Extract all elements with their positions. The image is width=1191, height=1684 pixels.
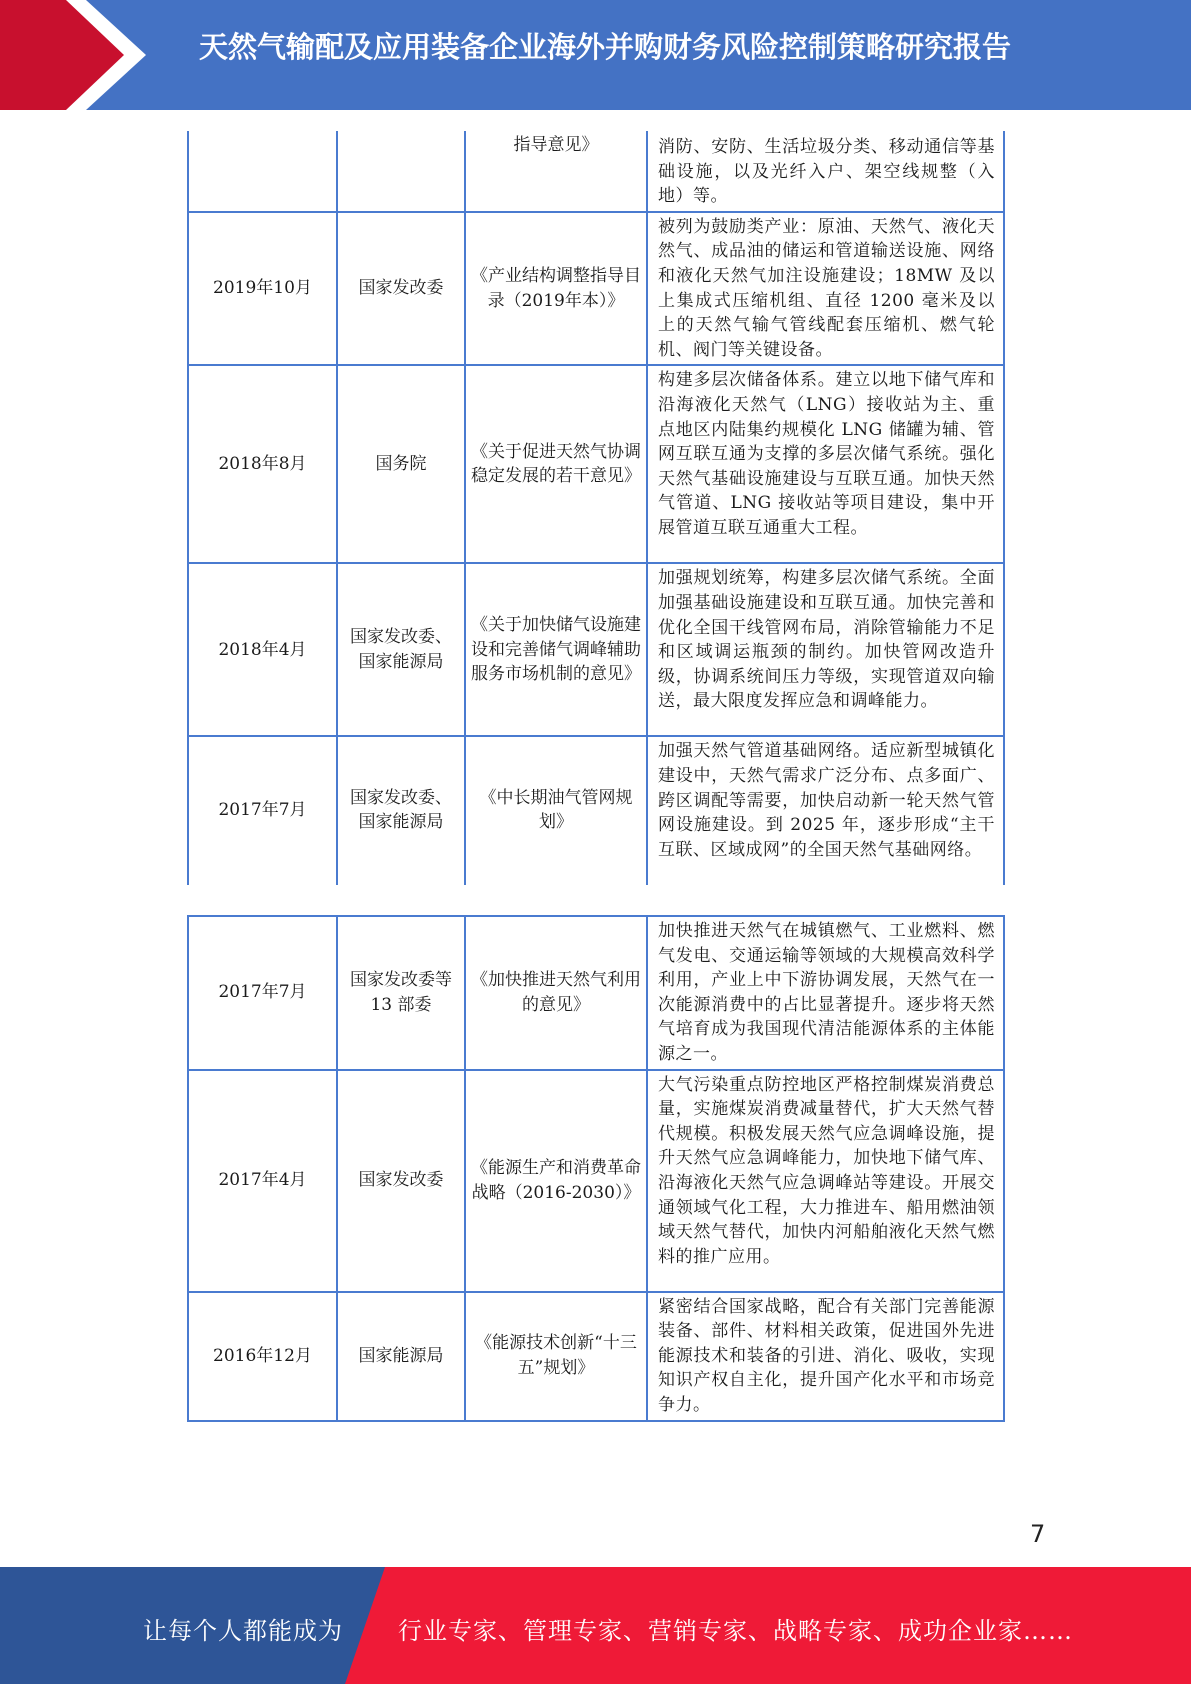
- table-row: [188, 916, 1004, 1070]
- policy-date: 2017年7月: [188, 916, 337, 1070]
- policy-content: 加强天然气管道基础网络。适应新型城镇化建设中，天然气需求广泛分布、点多面广、跨区调配等需要，加快启动新一轮天然气管网设施建设。到 2025 年，逐步形成“主干互联、区域成网”的全国天然气基础网络。: [647, 736, 1004, 884]
- table-row: [188, 212, 1004, 366]
- policy-agency: [337, 132, 465, 212]
- header-arrow-icon: [0, 0, 150, 110]
- policy-document: 《关于加快储气设施建设和完善储气调峰辅助服务市场机制的意见》: [465, 563, 647, 736]
- table-row: [188, 736, 1004, 884]
- policy-table-upper: [187, 131, 1005, 885]
- policy-content: 加强规划统筹，构建多层次储气系统。全面加强基础设施建设和互联互通。加快完善和优化全国干线管网布局，消除管输能力不足和区域调运瓶颈的制约。加快管网改造升级，协调系统间压力等级，实现管道双向输送，最大限度发挥应急和调峰能力。: [647, 563, 1004, 736]
- policy-date: 2017年4月: [188, 1070, 337, 1292]
- footer-slogan-left: 让每个人都能成为: [143, 1617, 343, 1645]
- policy-content: 构建多层次储备体系。建立以地下储气库和沿海液化天然气（LNG）接收站为主、重点地区内陆集约规模化 LNG 储罐为辅、管网互联互通为支撑的多层次储气系统。强化天然气基础设施建设与互联互通。加快天然气管道、LNG 接收站等项目建设，集中开展管道互联互通重大工程。: [647, 365, 1004, 563]
- policy-date: 2019年10月: [188, 212, 337, 366]
- policy-content: 紧密结合国家战略，配合有关部门完善能源装备、部件、材料相关政策，促进国外先进能源技术和装备的引进、消化、吸收，实现知识产权自主化，提升国产化水平和市场竞争力。: [647, 1292, 1004, 1421]
- page-number: 7: [1030, 1520, 1046, 1548]
- report-title: 天然气输配及应用装备企业海外并购财务风险控制策略研究报告: [198, 30, 1011, 64]
- policy-agency: 国家发改委: [337, 212, 465, 366]
- policy-agency: 国务院: [337, 365, 465, 563]
- policy-agency: 国家发改委: [337, 1070, 465, 1292]
- policy-content: 加快推进天然气在城镇燃气、工业燃料、燃气发电、交通运输等领域的大规模高效科学利用，产业上中下游协调发展，天然气在一次能源消费中的占比显著提升。逐步将天然气培育成为我国现代清洁能源体系的主体能源之一。: [647, 916, 1004, 1070]
- table-row: [188, 1070, 1004, 1292]
- table-row: [188, 132, 1004, 212]
- table-row: [188, 365, 1004, 563]
- policy-document: 《能源生产和消费革命战略（2016-2030）》: [465, 1070, 647, 1292]
- policy-document: 《加快推进天然气利用的意见》: [465, 916, 647, 1070]
- page-footer: [0, 1567, 1191, 1684]
- policy-content: 消防、安防、生活垃圾分类、移动通信等基础设施，以及光纤入户、架空线规整（入地）等。: [647, 132, 1004, 212]
- policy-agency: 国家能源局: [337, 1292, 465, 1421]
- policy-document: 指导意见》: [465, 132, 647, 212]
- policy-date: 2018年4月: [188, 563, 337, 736]
- policy-date: 2017年7月: [188, 736, 337, 884]
- policy-agency: 国家发改委、国家能源局: [337, 736, 465, 884]
- policy-document: 《关于促进天然气协调稳定发展的若干意见》: [465, 365, 647, 563]
- policy-table-lower: [187, 915, 1005, 1422]
- policy-document: 《产业结构调整指导目录（2019年本）》: [465, 212, 647, 366]
- policy-date: 2016年12月: [188, 1292, 337, 1421]
- table-row: [188, 563, 1004, 736]
- policy-agency: 国家发改委、国家能源局: [337, 563, 465, 736]
- policy-content: 大气污染重点防控地区严格控制煤炭消费总量，实施煤炭消费减量替代，扩大天然气替代规模。积极发展天然气应急调峰设施，提升天然气应急调峰能力，加快地下储气库、沿海液化天然气应急调峰站等建设。开展交通领域气化工程，大力推进车、船用燃油领域天然气替代，加快内河船舶液化天然气燃料的推广应用。: [647, 1070, 1004, 1292]
- policy-document: 《能源技术创新“十三五”规划》: [465, 1292, 647, 1421]
- footer-slogan-right: 行业专家、管理专家、营销专家、战略专家、成功企业家……: [398, 1617, 1073, 1645]
- table-row: [188, 1292, 1004, 1421]
- policy-agency: 国家发改委等 13 部委: [337, 916, 465, 1070]
- policy-document: 《中长期油气管网规划》: [465, 736, 647, 884]
- page-header: [0, 0, 1191, 110]
- policy-content: 被列为鼓励类产业：原油、天然气、液化天然气、成品油的储运和管道输送设施、网络和液化天然气加注设施建设；18MW 及以上集成式压缩机组、直径 1200 毫米及以上的天然气输气管线配套压缩机、燃气轮机、阀门等关键设备。: [647, 212, 1004, 366]
- policy-date: 2018年8月: [188, 365, 337, 563]
- policy-date: [188, 132, 337, 212]
